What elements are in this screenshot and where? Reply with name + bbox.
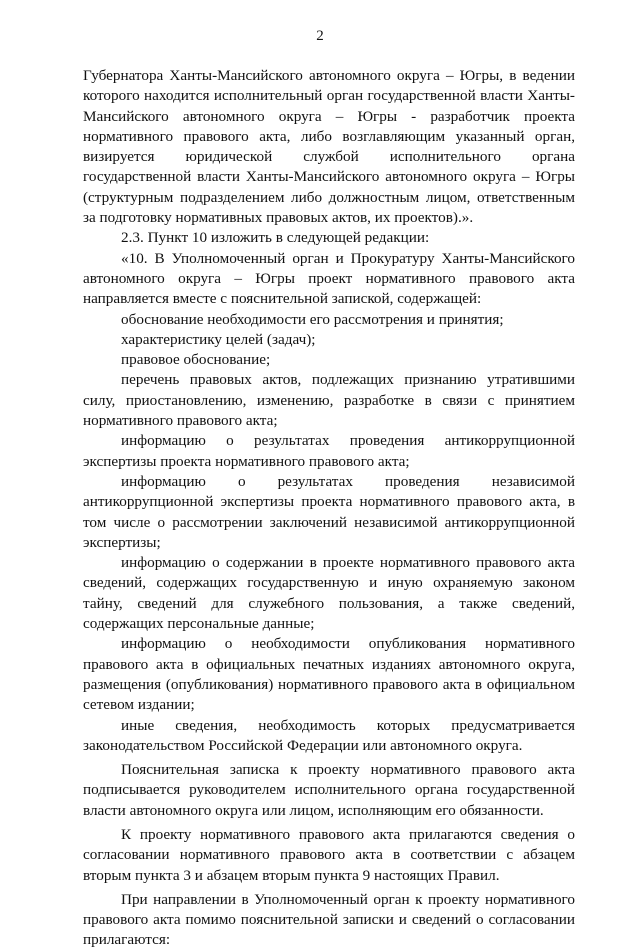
paragraph-attachments: При направлении в Уполномоченный орган к проекту нормативного правового акта помимо пояснительной записки и сведений о согласовании прилагаются: — [83, 890, 575, 949]
list-item-legal-basis: правовое обоснование; — [121, 351, 271, 369]
paragraph-continuation: Губернатора Ханты-Мансийского автономного округа – Югры, в ведении которого находится исполнительный орган государственной власти Ханты-Мансийского автономного округа – Югры - разработчик проекта нормативного правового акта, либо возглавляющим указанный орган, визируется юридической службой исполнительного органа государственной власти Ханты-Мансийского автономного округа – Югры (структурным подразделением либо должностным лицом, ответственным за подготовку нормативных правовых актов, их проектов).». — [83, 67, 575, 227]
document-body — [83, 66, 575, 951]
list-item-anticorruption-expertise: информацию о результатах проведения антикоррупционной экспертизы проекта нормативного правового акта; — [83, 432, 575, 470]
list-item-secret-information: информацию о содержании в проекте нормативного правового акта сведений, содержащих государственную и иную охраняемую законом тайну, сведений для служебного пользования, а также сведений, содержащих персональные данные; — [83, 554, 575, 633]
page-number: 2 — [316, 28, 324, 44]
list-item-justification: обоснование необходимости его рассмотрения и принятия; — [121, 310, 504, 328]
list-item-acts-list: перечень правовых актов, подлежащих признанию утратившими силу, приостановлению, изменению, разработке в связи с принятием нормативного правового акта; — [83, 371, 575, 430]
paragraph-amendment-2-3: 2.3. Пункт 10 изложить в следующей редакции: — [121, 229, 430, 247]
list-item-other-information: иные сведения, необходимость которых предусматривается законодательством Российской Федерации или автономного округа. — [83, 716, 575, 754]
paragraph-explanatory-note: Пояснительная записка к проекту нормативного правового акта подписывается руководителем исполнительного органа государственной власти автономного округа или лицом, исполняющим его обязанности. — [83, 761, 575, 819]
list-item-goals: характеристику целей (задач); — [121, 330, 316, 348]
paragraph-item-10: «10. В Уполномоченный орган и Прокуратуру Ханты-Мансийского автономного округа – Югры проект нормативного правового акта направляется вместе с пояснительной запиской, содержащей: — [83, 249, 575, 308]
list-item-independent-expertise: информацию о результатах проведения независимой антикоррупционной экспертизы проекта нормативного правового акта, в том числе о рассмотрении заключений независимой антикоррупционной экспертизы; — [83, 472, 575, 551]
paragraph-approval-info: К проекту нормативного правового акта прилагаются сведения о согласовании нормативного правового акта в соответствии с абзацем вторым пункта 3 и абзацем вторым пункта 9 настоящих Правил. — [83, 825, 575, 884]
list-item-publication: информацию о необходимости опубликования нормативного правового акта в официальных печатных изданиях автономного округа, размещения (опубликования) нормативного правового акта в официальном сетевом издании; — [83, 635, 575, 714]
